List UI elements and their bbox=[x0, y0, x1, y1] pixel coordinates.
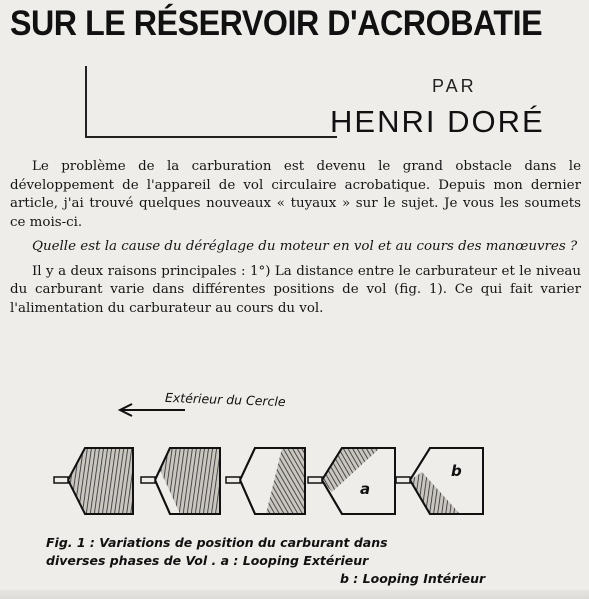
caption-line-2: diverses phases de Vol . a : Looping Extérieur bbox=[46, 553, 369, 568]
page-bottom-edge bbox=[0, 590, 589, 599]
direction-arrow bbox=[120, 404, 185, 416]
byline-bracket bbox=[85, 66, 337, 138]
byline-par: PAR bbox=[432, 76, 477, 96]
tank-half bbox=[226, 448, 305, 514]
paragraph-question: Quelle est la cause du déréglage du moteur en vol et au cours des manœuvres ? bbox=[32, 239, 578, 254]
tank-full bbox=[54, 448, 133, 514]
author-name: HENRI DORÉ bbox=[330, 104, 545, 139]
tank-letter-b: b bbox=[451, 462, 462, 480]
tank-inside-loop bbox=[396, 448, 483, 514]
tank-outside-loop bbox=[308, 448, 395, 514]
paragraph-intro: Le problème de la carburation est devenu le grand obstacle dans le développement de l'appareil de vol circulaire acrobatique. Depuis mon dernier article, j'ai trouvé quelques nouveaux « tuyaux » sur le sujet. Je vous les soumets ce mois-ci. bbox=[10, 159, 581, 230]
caption-line-3: b : Looping Intérieur bbox=[340, 571, 486, 586]
figure-1 bbox=[40, 380, 560, 595]
direction-label: Extérieur du Cercle bbox=[164, 389, 286, 410]
caption-line-1: Fig. 1 : Variations de position du carburant dans bbox=[46, 535, 388, 550]
tank-letter-a: a bbox=[360, 480, 371, 498]
paragraph-reasons: Il y a deux raisons principales : 1°) La distance entre le carburateur et le niveau du carburant varie dans différentes positions de vol (fig. 1). Ce qui fait varier l'alimentation du carburateur au cours du vol. bbox=[10, 263, 581, 316]
tank-three-quarter bbox=[141, 448, 220, 514]
article-title: SUR LE RÉSERVOIR D'ACROBATIE bbox=[10, 4, 543, 43]
article-body bbox=[10, 158, 581, 324]
